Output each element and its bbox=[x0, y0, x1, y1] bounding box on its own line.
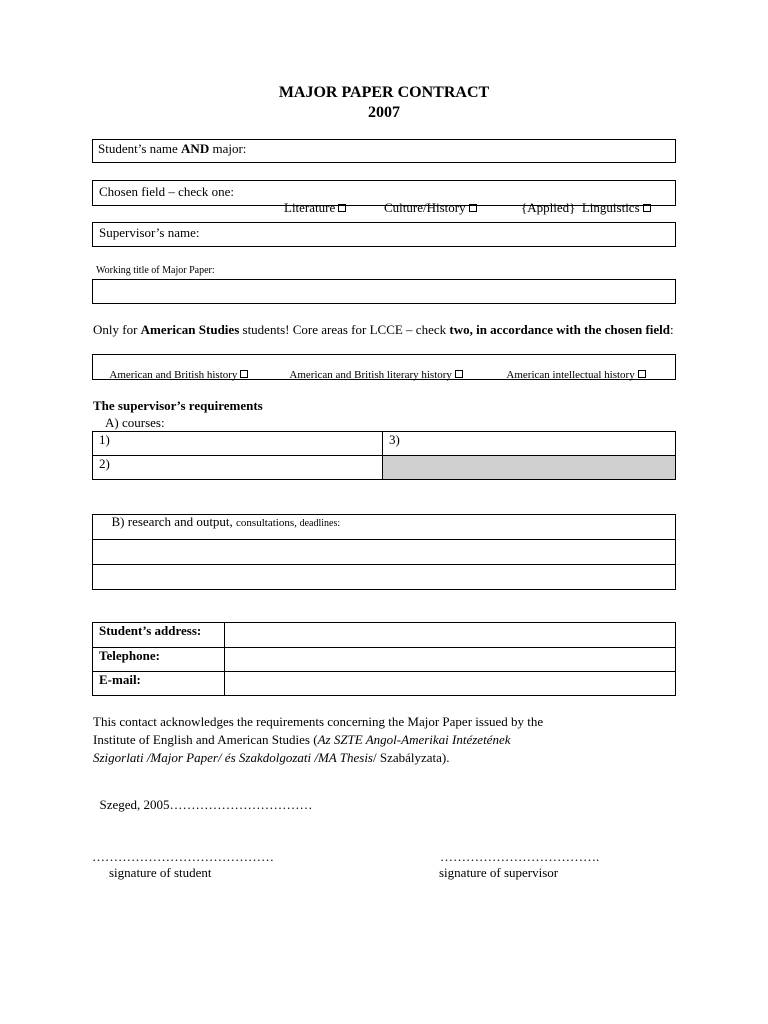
option-linguistics[interactable]: {Applied} Linguistics bbox=[508, 184, 651, 232]
student-name-field[interactable] bbox=[92, 139, 676, 163]
supervisor-signature-label: signature of supervisor bbox=[439, 865, 559, 880]
supervisor-name-field[interactable] bbox=[92, 222, 676, 247]
research-row-1[interactable] bbox=[93, 515, 676, 540]
courses-label: A) courses: bbox=[105, 415, 165, 430]
telephone-label: Telephone: bbox=[93, 648, 225, 672]
research-label: B) research and output, consultations, deadlines: bbox=[111, 514, 341, 529]
option-am-intellectual-history[interactable]: American intellectual history bbox=[496, 357, 646, 393]
place-date bbox=[93, 781, 313, 813]
contact-table bbox=[92, 622, 676, 696]
student-name-label: Student’s name AND major: bbox=[98, 141, 247, 156]
course-cell-2[interactable]: 2) bbox=[93, 456, 383, 480]
course-cell-3[interactable]: 3) bbox=[383, 432, 676, 456]
document-title: MAJOR PAPER CONTRACT bbox=[278, 84, 490, 101]
date-dots[interactable]: …………………………… bbox=[169, 797, 313, 812]
course-cell-1[interactable]: 1) bbox=[93, 432, 383, 456]
research-row-3[interactable] bbox=[93, 565, 676, 590]
working-title-field[interactable] bbox=[92, 279, 676, 304]
email-label: E-mail: bbox=[93, 672, 225, 696]
chosen-field-row bbox=[92, 180, 676, 215]
literature-checkbox[interactable] bbox=[338, 204, 346, 212]
requirements-heading: The supervisor’s requirements bbox=[93, 398, 263, 413]
document-year: 2007 bbox=[368, 104, 400, 121]
linguistics-checkbox[interactable] bbox=[643, 204, 651, 212]
am-intellectual-history-checkbox[interactable] bbox=[638, 370, 646, 378]
am-british-history-checkbox[interactable] bbox=[240, 370, 248, 378]
courses-table bbox=[92, 431, 676, 480]
supervisor-signature-line[interactable]: ………………………………. bbox=[440, 849, 600, 864]
student-signature-line[interactable]: …………………………………… bbox=[92, 849, 274, 864]
am-british-literary-history-checkbox[interactable] bbox=[455, 370, 463, 378]
research-table bbox=[92, 514, 676, 590]
telephone-field[interactable] bbox=[225, 648, 676, 672]
option-am-british-literary-history[interactable]: American and British literary history bbox=[279, 357, 463, 393]
address-field[interactable] bbox=[225, 623, 676, 648]
chosen-field-label: Chosen field – check one: bbox=[99, 184, 235, 199]
option-am-british-history[interactable]: American and British history bbox=[99, 357, 248, 393]
option-culture-history[interactable]: Culture/History bbox=[371, 184, 477, 232]
american-studies-note: Only for American Studies students! Core areas for LCCE – check two, in accordance with the chosen field: bbox=[93, 322, 674, 337]
acknowledgement-text: This contact acknowledges the requirements concerning the Major Paper issued by the Institute of English and American Studies (Az SZTE Angol-Amerikai Intézetének Szigorlati /Major Paper/ és Szakdolgozati /MA Thesis/ Szabályzata). bbox=[93, 714, 544, 765]
supervisor-name-label: Supervisor’s name: bbox=[99, 225, 200, 240]
email-field[interactable] bbox=[225, 672, 676, 696]
working-title-label: Working title of Major Paper: bbox=[96, 265, 215, 276]
option-literature[interactable]: Literature bbox=[271, 184, 346, 232]
culture-history-checkbox[interactable] bbox=[469, 204, 477, 212]
address-label: Student’s address: bbox=[93, 623, 225, 648]
course-cell-shaded bbox=[383, 456, 676, 480]
research-row-2[interactable] bbox=[93, 540, 676, 565]
student-signature-label: signature of student bbox=[109, 865, 212, 880]
core-areas-row bbox=[92, 354, 676, 380]
place-label: Szeged, 2005 bbox=[99, 797, 170, 812]
